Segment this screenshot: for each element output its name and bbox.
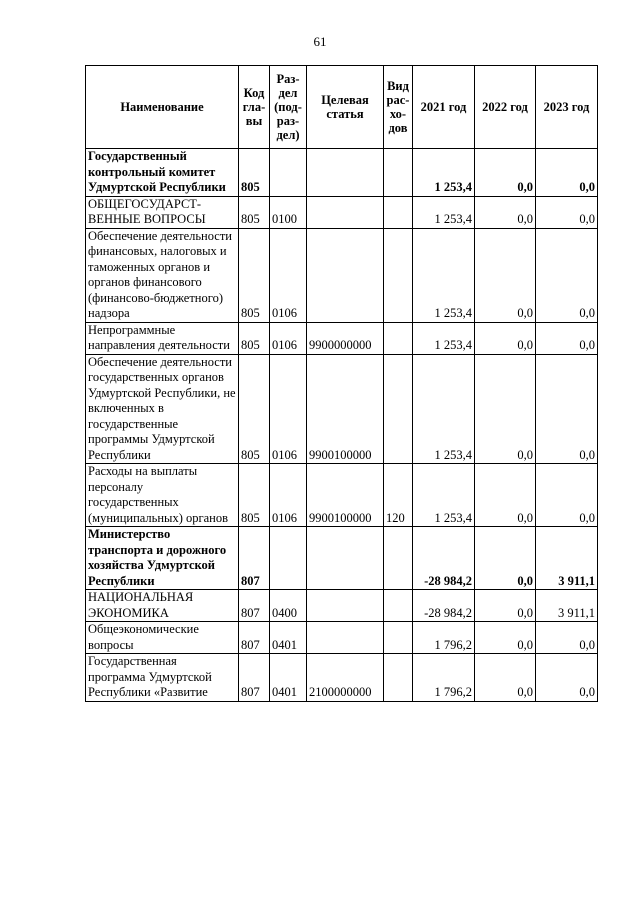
cell-2021: 1 253,4 (413, 196, 475, 228)
cell-2022: 0,0 (475, 527, 536, 590)
cell-2021: 1 253,4 (413, 322, 475, 354)
cell-name: Расходы на выплаты персоналу государственных (муниципальных) органов (86, 464, 239, 527)
cell-target-article: 2100000000 (307, 654, 384, 702)
cell-2022: 0,0 (475, 149, 536, 197)
cell-2021: 1 253,4 (413, 464, 475, 527)
cell-target-article (307, 196, 384, 228)
cell-section: 0106 (270, 354, 307, 464)
cell-name: Обеспечение деятельности государственных органов Удмуртской Республики, не включенных в государственные программы Удмуртской Республики (86, 354, 239, 464)
cell-expense-type (384, 590, 413, 622)
cell-2023: 0,0 (536, 654, 598, 702)
table-row (86, 228, 598, 322)
cell-expense-type (384, 354, 413, 464)
cell-chapter-code: 805 (239, 228, 270, 322)
header-chapter-code: Код гла-вы (239, 66, 270, 149)
cell-2022: 0,0 (475, 228, 536, 322)
cell-chapter-code: 807 (239, 622, 270, 654)
table-row (86, 622, 598, 654)
page-number: 61 (313, 34, 327, 49)
cell-2023: 3 911,1 (536, 590, 598, 622)
cell-2023: 0,0 (536, 149, 598, 197)
cell-name: Общеэкономические вопросы (86, 622, 239, 654)
cell-2022: 0,0 (475, 622, 536, 654)
cell-name: Государственная программа Удмуртской Республики «Развитие (86, 654, 239, 702)
table-body (86, 149, 598, 702)
table-row (86, 464, 598, 527)
table-row (86, 196, 598, 228)
cell-2023: 3 911,1 (536, 527, 598, 590)
cell-2022: 0,0 (475, 590, 536, 622)
cell-2023: 0,0 (536, 354, 598, 464)
cell-section: 0401 (270, 622, 307, 654)
cell-2023: 0,0 (536, 196, 598, 228)
cell-target-article (307, 228, 384, 322)
cell-2022: 0,0 (475, 196, 536, 228)
header-section: Раз-дел (под-раз-дел) (270, 66, 307, 149)
cell-2023: 0,0 (536, 322, 598, 354)
cell-expense-type (384, 527, 413, 590)
cell-2021: -28 984,2 (413, 527, 475, 590)
cell-2023: 0,0 (536, 622, 598, 654)
table-row (86, 654, 598, 702)
cell-section (270, 149, 307, 197)
cell-2023: 0,0 (536, 228, 598, 322)
table-row (86, 149, 598, 197)
cell-chapter-code: 805 (239, 354, 270, 464)
cell-target-article (307, 622, 384, 654)
cell-chapter-code: 807 (239, 590, 270, 622)
header-name: Наименование (86, 66, 239, 149)
table-row (86, 354, 598, 464)
cell-expense-type (384, 622, 413, 654)
cell-2022: 0,0 (475, 654, 536, 702)
header-row (86, 66, 598, 149)
cell-section: 0106 (270, 464, 307, 527)
table-row (86, 590, 598, 622)
table-row (86, 322, 598, 354)
cell-name: Обеспечение деятельности финансовых, налоговых и таможенных органов и органов финансового (финансово-бюджетного) надзора (86, 228, 239, 322)
cell-2021: 1 253,4 (413, 149, 475, 197)
cell-chapter-code: 805 (239, 196, 270, 228)
cell-2021: -28 984,2 (413, 590, 475, 622)
cell-target-article: 9900100000 (307, 354, 384, 464)
cell-name: ОБЩЕГОСУДАРСТ-ВЕННЫЕ ВОПРОСЫ (86, 196, 239, 228)
table-row (86, 527, 598, 590)
cell-chapter-code: 805 (239, 149, 270, 197)
cell-expense-type (384, 196, 413, 228)
cell-2021: 1 796,2 (413, 622, 475, 654)
cell-chapter-code: 805 (239, 322, 270, 354)
cell-section (270, 527, 307, 590)
header-2022: 2022 год (475, 66, 536, 149)
header-2023: 2023 год (536, 66, 598, 149)
cell-chapter-code: 807 (239, 654, 270, 702)
cell-expense-type (384, 228, 413, 322)
cell-section: 0401 (270, 654, 307, 702)
cell-expense-type (384, 149, 413, 197)
cell-target-article (307, 590, 384, 622)
cell-expense-type (384, 654, 413, 702)
header-expense-type: Вид рас-хо-дов (384, 66, 413, 149)
cell-2022: 0,0 (475, 354, 536, 464)
cell-chapter-code: 805 (239, 464, 270, 527)
cell-2021: 1 796,2 (413, 654, 475, 702)
cell-2023: 0,0 (536, 464, 598, 527)
cell-name: Министерство транспорта и дорожного хозяйства Удмуртской Республики (86, 527, 239, 590)
cell-expense-type (384, 322, 413, 354)
cell-target-article (307, 527, 384, 590)
cell-name: НАЦИОНАЛЬНАЯ ЭКОНОМИКА (86, 590, 239, 622)
cell-target-article: 9900100000 (307, 464, 384, 527)
cell-section: 0400 (270, 590, 307, 622)
cell-section: 0106 (270, 228, 307, 322)
cell-2021: 1 253,4 (413, 228, 475, 322)
cell-chapter-code: 807 (239, 527, 270, 590)
cell-2021: 1 253,4 (413, 354, 475, 464)
cell-expense-type: 120 (384, 464, 413, 527)
header-target-article: Целевая статья (307, 66, 384, 149)
header-2021: 2021 год (413, 66, 475, 149)
cell-section: 0106 (270, 322, 307, 354)
budget-table (85, 65, 598, 702)
cell-name: Государственный контрольный комитет Удмуртской Республики (86, 149, 239, 197)
cell-target-article (307, 149, 384, 197)
cell-name: Непрограммные направления деятельности (86, 322, 239, 354)
cell-section: 0100 (270, 196, 307, 228)
cell-target-article: 9900000000 (307, 322, 384, 354)
cell-2022: 0,0 (475, 464, 536, 527)
cell-2022: 0,0 (475, 322, 536, 354)
